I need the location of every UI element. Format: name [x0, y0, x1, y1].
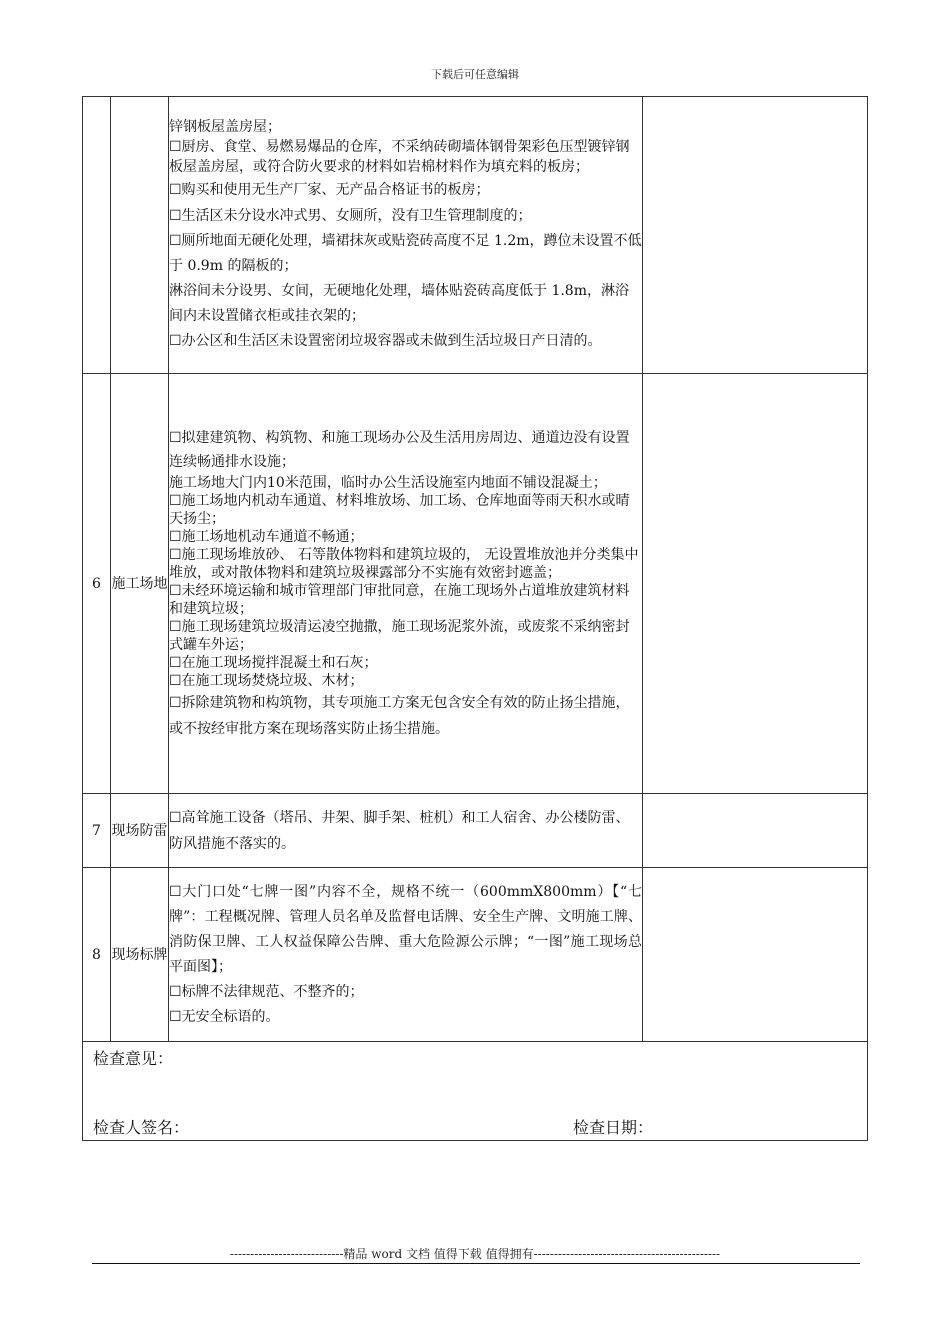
row-items: [169, 97, 643, 374]
list-item: ☐未经环境运输和城市管理部门审批同意，在施工现场外占道堆放建筑材料和建筑垃圾；: [169, 582, 630, 617]
row-category: [111, 97, 169, 374]
list-item: ☐在施工现场焚烧垃圾、木材；: [169, 672, 364, 689]
inspection-table: [82, 96, 868, 1141]
date-label: 检查日期：: [573, 1118, 654, 1137]
row-number: 6: [83, 374, 111, 794]
list-item: ☐在施工现场搅拌混凝土和石灰；: [169, 654, 378, 671]
opinion-row: [83, 1042, 868, 1141]
row-items: [169, 374, 643, 794]
list-item: 施工场地大门内10米范围，临时办公生活设施室内地面不铺设混凝土；: [169, 474, 607, 491]
table-row: [83, 868, 868, 1042]
remarks-cell: [643, 794, 868, 868]
list-item: ☐施工场地机动车通道不畅通；: [169, 528, 364, 545]
row-number: [83, 97, 111, 374]
list-item: ☐大门口处“七牌一图”内容不全，规格不统一（600mmX800mm）【“七牌”：工程概况牌、管理人员名单及监督电话牌、安全生产牌、文明施工牌、消防保卫牌、工人权益保障公告牌、重大危险源公示牌；“一图”施工现场总平面图】；: [169, 883, 642, 975]
row-items: [169, 868, 643, 1042]
list-item: ☐无安全标语的。: [169, 1008, 280, 1025]
list-item: ☐办公区和生活区未设置密闭垃圾容器或未做到生活垃圾日产日清的。: [169, 332, 602, 349]
list-item: ☐厕所地面无硬化处理，墙裙抹灰或贴瓷砖高度不足 1.2m，蹲位未设置不低于 0.9m 的隔板的；: [169, 232, 642, 274]
list-item: ☐拟建建筑物、构筑物、和施工现场办公及生活用房周边、通道边没有设置连续畅通排水设施；: [169, 429, 630, 470]
list-item: ☐生活区未分设水冲式男、女厕所，没有卫生管理制度的；: [169, 207, 532, 224]
row-number: 7: [83, 794, 111, 868]
signature-label: 检查人签名：: [93, 1118, 190, 1137]
list-item: ☐标牌不法律规范、不整齐的；: [169, 983, 364, 1000]
opinion-label: 检查意见：: [93, 1049, 174, 1068]
list-item: ☐施工现场建筑垃圾清运凌空抛撒，施工现场泥浆外流，或废浆不采纳密封式罐车外运；: [169, 618, 630, 653]
opinion-cell: [83, 1042, 868, 1141]
list-item: ☐厨房、食堂、易燃易爆品的仓库，不采纳砖砌墙体钢骨架彩色压型镀锌钢板屋盖房屋，或符合防火要求的材料如岩棉材料作为填充料的板房；: [169, 138, 630, 175]
row-number: 8: [83, 868, 111, 1042]
row-items: [169, 794, 643, 868]
row-category: 现场防雷: [111, 794, 169, 868]
table-row: [83, 794, 868, 868]
list-item: ☐施工场地内机动车通道、材料堆放场、加工场、仓库地面等雨天积水或晴天扬尘；: [169, 492, 630, 527]
page-footer: ----------------------------精品 word 文档 值得下载 值得拥有----------------------------------------------: [229, 1247, 721, 1261]
list-item: ☐购买和使用无生产厂家、无产品合格证书的板房；: [169, 181, 490, 198]
list-item: ☐施工现场堆放砂、 石等散体物料和建筑垃圾的， 无设置堆放池并分类集中堆放，或对散体物料和建筑垃圾裸露部分不实施有效密封遮盖；: [169, 546, 639, 581]
table-row: [83, 374, 868, 794]
footer-divider: [92, 1263, 860, 1264]
list-item: 淋浴间未分设男、女间，无硬地化处理，墙体贴瓷砖高度低于 1.8m，淋浴间内未设置储衣柜或挂衣架的；: [169, 282, 629, 324]
remarks-cell: [643, 868, 868, 1042]
list-item: ☐拆除建筑物和构筑物，其专项施工方案无包含安全有效的防止扬尘措施，或不按经审批方案在现场落实防止扬尘措施。: [169, 694, 630, 737]
remarks-cell: [643, 374, 868, 794]
row-category: 施工场地: [111, 374, 169, 794]
page-header: 下载后可任意编辑: [431, 68, 519, 81]
row-category: 现场标牌: [111, 868, 169, 1042]
list-item: 锌钢板屋盖房屋；: [169, 118, 281, 135]
remarks-cell: [643, 97, 868, 374]
list-item: ☐高耸施工设备（塔吊、井架、脚手架、桩机）和工人宿舍、办公楼防雷、防风措施不落实的。: [169, 809, 630, 852]
table-row: [83, 97, 868, 374]
